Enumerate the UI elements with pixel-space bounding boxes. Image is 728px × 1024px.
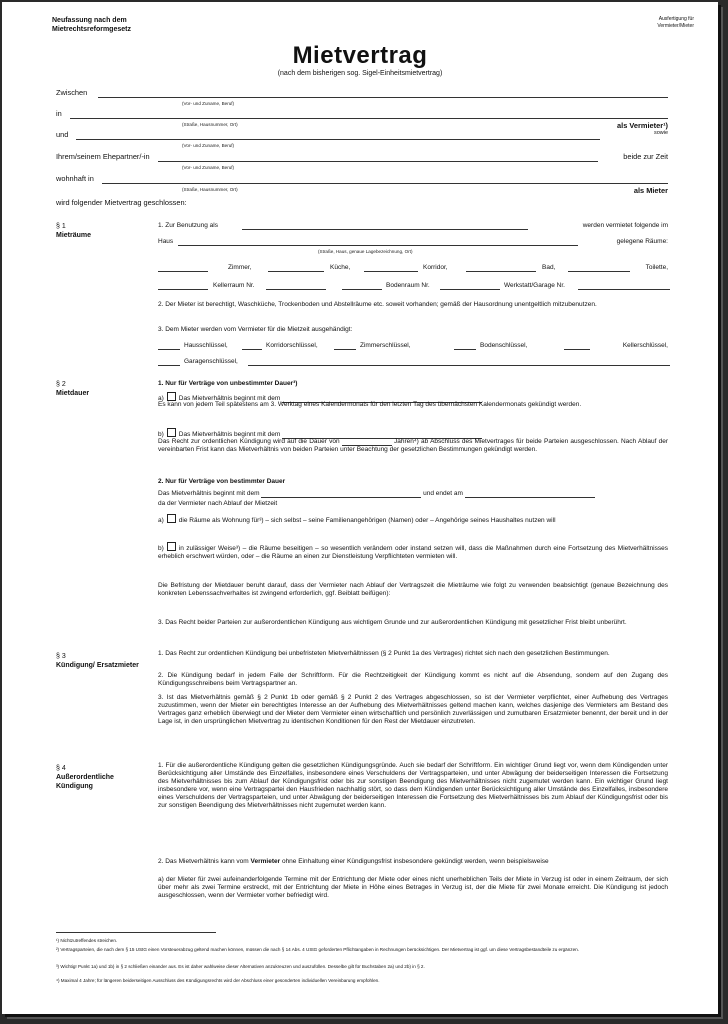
hint-address-1: (Straße, Hausnummer, Ort) bbox=[182, 122, 238, 127]
s3-paragraph-2: 2. Die Kündigung bedarf in jedem Falle der Schriftform. Für die Rechtzeitigkeit der Kündigung kommt es nicht auf die Absendung, sondern auf den Zugang des Kündigungsschreibens beim Vertragspartner an. bbox=[158, 672, 668, 687]
landlord-address-field[interactable] bbox=[70, 118, 668, 119]
corridor-keys-count[interactable] bbox=[242, 342, 262, 350]
section-1-heading: § 1 Mieträume bbox=[56, 223, 92, 239]
hint-address-2: (Straße, Hausnummer, Ort) bbox=[182, 187, 238, 192]
s2-limited-dates: Das Mietverhältnis beginnt mit dem und endet am bbox=[158, 490, 668, 498]
footnote-2: ²) Vertragsparteien, die nach dem § 15 UStG einen Vorsteuerabzug geltend machen können, müssen die nach § 14 Abs. 4 UStG geforderten Pflichtangaben in Rechnungen berücksichtigen. Der Mietvertrag ist ggf. um diese Vertragsbestandteile zu ergänzen. bbox=[56, 947, 579, 952]
s1-rooms-row: Zimmer, Küche, Korridor, Bad, Toilette, bbox=[158, 264, 668, 274]
cellar-count-field[interactable] bbox=[158, 282, 208, 290]
s2-option-a-text: Es kann von jedem Teil spätestens am 3. Werktag eines Kalendermonats für den letzten Tag des übernächsten Kalendermonats gekündigt werden. bbox=[158, 401, 582, 408]
s2-option-b: b) Das Mietverhältnis beginnt mit dem bbox=[158, 428, 668, 439]
second-landlord-field[interactable] bbox=[76, 139, 600, 140]
s2-paragraph-3: 3. Das Recht beider Parteien zur außerordentlichen Kündigung aus wichtigem Grunde und zur außerordentlichen Kündigung mit gesetzlicher Frist bleibt unberührt. bbox=[158, 619, 627, 626]
document-title: Mietvertrag bbox=[292, 42, 428, 69]
rooms-count-field[interactable] bbox=[158, 264, 208, 272]
s2-reason-a: a) die Räume als Wohnung für³) – sich selbst – seine Familienangehörigen (Namen) oder – Angehörige seines Haushaltes nutzen will bbox=[158, 514, 668, 525]
landlord-name-field[interactable] bbox=[98, 97, 668, 98]
other-keys-field[interactable] bbox=[248, 358, 670, 366]
house-location-field[interactable] bbox=[178, 238, 578, 246]
cellar-number-field[interactable] bbox=[266, 282, 326, 290]
bath-count-field[interactable] bbox=[466, 264, 536, 272]
limited-end-field[interactable] bbox=[465, 490, 595, 498]
s4-paragraph-1: 1. Für die außerordentliche Kündigung gelten die gesetzlichen Kündigungsgründe. Auch sie bedarf der Schriftform. Ein wichtiger Grund liegt vor, wenn dem Kündigenden unter Berücksichtigung aller Umstände des Einzelfalles, insbesondere eines Verschuldens der Vertragsparteien, und unter Abwägung der beiderseitigen Interessen die Fortsetzung des Mietverhältnisses bis zum Ablauf der Kündigungsfrist oder bis zur sonstigen Beendigung des Mietverhältnisses nicht zugemutet werden kann. Ein wichtiger Grund liegt insbesondere vor, wenn eine Vertragspartei den Hausfrieden nachhaltig stört, so dass dem Kündigenden unter Berücksichtigung aller Umstände des Einzelfalles, insbesondere eines Verschuldens der Vertragsparteien, und unter Abwägung der beiderseitigen Interessen die Fortsetzung des Mietverhältnisses bis zum Ablauf der Kündigungsfrist oder bis zur sonstigen Beendigung des Mietverhältnisses nicht zugemutet werden kann. bbox=[158, 762, 668, 809]
tenant-name-field[interactable] bbox=[158, 161, 598, 162]
attic-count-field[interactable] bbox=[342, 282, 382, 290]
contract-closing-row: wird folgender Mietvertrag geschlossen: bbox=[56, 198, 187, 207]
toilet-count-field[interactable] bbox=[568, 264, 630, 272]
option-b-checkbox[interactable] bbox=[167, 428, 176, 437]
usage-purpose-field[interactable] bbox=[242, 222, 528, 230]
cellar-keys-count[interactable] bbox=[564, 342, 590, 350]
garage-keys-count[interactable] bbox=[158, 358, 180, 366]
s1-usage-row: 1. Zur Benutzung als werden vermietet folgende im bbox=[158, 222, 668, 229]
s1-house-row: Haus gelegene Räume: bbox=[158, 238, 668, 245]
tenant-address-field[interactable] bbox=[102, 183, 668, 184]
s1-paragraph-3: 3. Dem Mieter werden vom Vermieter für die Mietzeit ausgehändigt: bbox=[158, 326, 353, 333]
limited-start-field[interactable] bbox=[261, 490, 421, 498]
party-row-zwischen: Zwischen bbox=[56, 88, 668, 99]
party-row-ehepartner: Ihrem/seinem Ehepartner/-in beide zur Zeit bbox=[56, 152, 668, 161]
s1-keys-row: Hausschlüssel, Korridorschlüssel, Zimmerschlüssel, Bodenschlüssel, Kellerschlüssel, bbox=[158, 342, 668, 352]
section-4-heading: § 4 Außerordentliche Kündigung bbox=[56, 765, 114, 790]
footnote-1: ¹) Nichtzutreffendes streichen. bbox=[56, 938, 118, 943]
s2-heading-limited: 2. Nur für Verträge von bestimmter Dauer bbox=[158, 478, 286, 485]
option-a-checkbox[interactable] bbox=[167, 392, 176, 401]
s4-paragraph-2: 2. Das Mietverhältnis kann vom Vermieter ohne Einhaltung einer Kündigungsfrist insbesondere gekündigt werden, wenn beispielsweise bbox=[158, 858, 549, 865]
corridor-count-field[interactable] bbox=[364, 264, 418, 272]
footnote-rule bbox=[56, 932, 216, 933]
s1-storage-row: Kellerraum Nr. Bodenraum Nr. Werkstatt/Garage Nr. bbox=[158, 282, 668, 292]
hint-name-2: (Vor- und Zuname, Beruf) bbox=[182, 143, 235, 148]
s1-paragraph-2: 2. Der Mieter ist berechtigt, Waschküche, Trockenboden und Abstellräume etc. soweit vorhanden; gemäß der Hausordnung unentgeltlich mitzubenutzen. bbox=[158, 301, 597, 308]
footnote-4: ⁴) Maximal 4 Jahre; für längeren beiderseitigen Ausschluss des Kündigungsrechts wird der Abschluss einer gesonderten individuellen Vereinbarung empfohlen. bbox=[56, 978, 380, 983]
s4-paragraph-2a: a) der Mieter für zwei aufeinanderfolgende Termine mit der Entrichtung der Miete oder eines nicht unerheblichen Teils der Miete in Verzug ist oder in einem Zeitraum, der sich über mehr als zwei Termine erstreckt, mit der Entrichtung der Miete in Höhe eines Betrages in Verzug ist, der die Miete für zwei Monate erreicht. Die Kündigung ist jedoch ausgeschlossen, wenn der Vermieter vorher befriedigt wird. bbox=[158, 876, 668, 899]
section-3-heading: § 3 Kündigung/ Ersatzmieter bbox=[56, 653, 139, 669]
s2-heading-unlimited: 1. Nur für Verträge von unbestimmter Dauer³) bbox=[158, 380, 298, 387]
exclusion-years-field[interactable] bbox=[342, 438, 392, 446]
contract-page bbox=[2, 2, 718, 1014]
document-subtitle: (nach dem bisherigen sog. Sigel-Einheitsmietvertrag) bbox=[277, 70, 443, 77]
s1-keys-row-2: Garagenschlüssel, bbox=[158, 358, 668, 368]
hint-name-3: (Vor- und Zuname, Beruf) bbox=[182, 165, 235, 170]
reason-b-checkbox[interactable] bbox=[167, 542, 176, 551]
copy-note: Ausfertigung für Vermieter/Mieter bbox=[657, 16, 694, 29]
house-keys-count[interactable] bbox=[158, 342, 180, 350]
s3-paragraph-1: 1. Das Recht zur ordentlichen Kündigung bei unbefristeten Mietverhältnissen (§ 2 Punkt 1a des Vertrages) richtet sich nach den gesetzlichen Bestimmungen. bbox=[158, 650, 610, 657]
s2-option-a: a) Das Mietverhältnis beginnt mit dem bbox=[158, 392, 668, 403]
section-2-heading: § 2 Mietdauer bbox=[56, 381, 90, 397]
s2-reason-b: b) in zulässiger Weise³) – die Räume beseitigen – so wesentlich verändern oder instand setzen will, dass die Maßnahmen durch eine Fortsetzung des Mietverhältnisses erheblich erschwert würden, oder – die Räume an einen zur Dienstleistung Verpflichteten vermieten will. bbox=[158, 542, 668, 561]
attic-keys-count[interactable] bbox=[454, 342, 476, 350]
hint-house: (Straße, Haus, genaue Lagebezeichnung, Ort) bbox=[318, 249, 413, 254]
reason-a-checkbox[interactable] bbox=[167, 514, 176, 523]
hint-name-1: (Vor- und Zuname, Beruf) bbox=[182, 101, 235, 106]
tenant-label-row: als Mieter bbox=[633, 186, 668, 195]
kitchen-count-field[interactable] bbox=[268, 264, 324, 272]
garage-number-field[interactable] bbox=[578, 282, 670, 290]
footnote-3: ³) Wichtig! Punkt 1a) und 1b) in § 2 schließen einander aus. Es ist daher wahlweise dieser Alternativen anzukreuzen und auszufüllen. Desselbe gilt für Buchstaben 2a) und 2b) in § 2. bbox=[56, 964, 425, 969]
party-row-in: in bbox=[56, 109, 668, 120]
s2-limited-reason: da der Vermieter nach Ablauf der Mietzeit bbox=[158, 500, 278, 507]
revision-note: Neufassung nach dem Mietrechtsreformgesetz bbox=[52, 17, 131, 33]
room-keys-count[interactable] bbox=[334, 342, 356, 350]
s2-reason-detail: Die Befristung der Mietdauer beruht darauf, dass der Vermieter nach Ablauf der Vertragszeit die Mieträume wie folgt zu verwenden beabsichtigt (genaue Bezeichnung des konkreten Lebenssachverhaltes ist zwingend erforderlich, ggf. Beiblatt beifügen): bbox=[158, 582, 668, 597]
party-row-wohnhaft: wohnhaft in bbox=[56, 174, 668, 185]
attic-number-field[interactable] bbox=[440, 282, 500, 290]
s3-paragraph-3: 3. Ist das Mietverhältnis gemäß § 2 Punkt 1b oder gemäß § 2 Punkt 2 des Vertrages abgeschlossen, so ist der Vermieter verpflichtet, einer Aufhebung des Vertrages zuzustimmen, wenn der Mieter ein berechtigtes Interesse an der Aufhebung des Mietverhältnisses geltend machen kann, welches dasjenige des Vermieters am Bestand des Vertrages ganz erheblich überwiegt und der Mieter dem Vermieter einen wirtschaftlich und persönlich zuverlässigen und zumutbaren Ersatzmieter benennt, der bereit und in der Lage ist, in den ursprünglichen Mietvertrag zu identischen Konditionen für den Rest der Mietdauer einzutreten. bbox=[158, 694, 668, 725]
party-row-und: und als Vermieter¹) sowie bbox=[56, 121, 668, 139]
s2-option-b-text: Das Recht zur ordentlichen Kündigung wird auf die Dauer von Jahren⁴) ab Abschluss des Mietvertrages für beide Parteien ausgeschlossen. Nach Ablauf der vereinbarten Frist kann das Mietverhältnis von beiden Parteien unter Beachtung der gesetzlichen Bestimmungen gekündigt werden. bbox=[158, 438, 669, 453]
